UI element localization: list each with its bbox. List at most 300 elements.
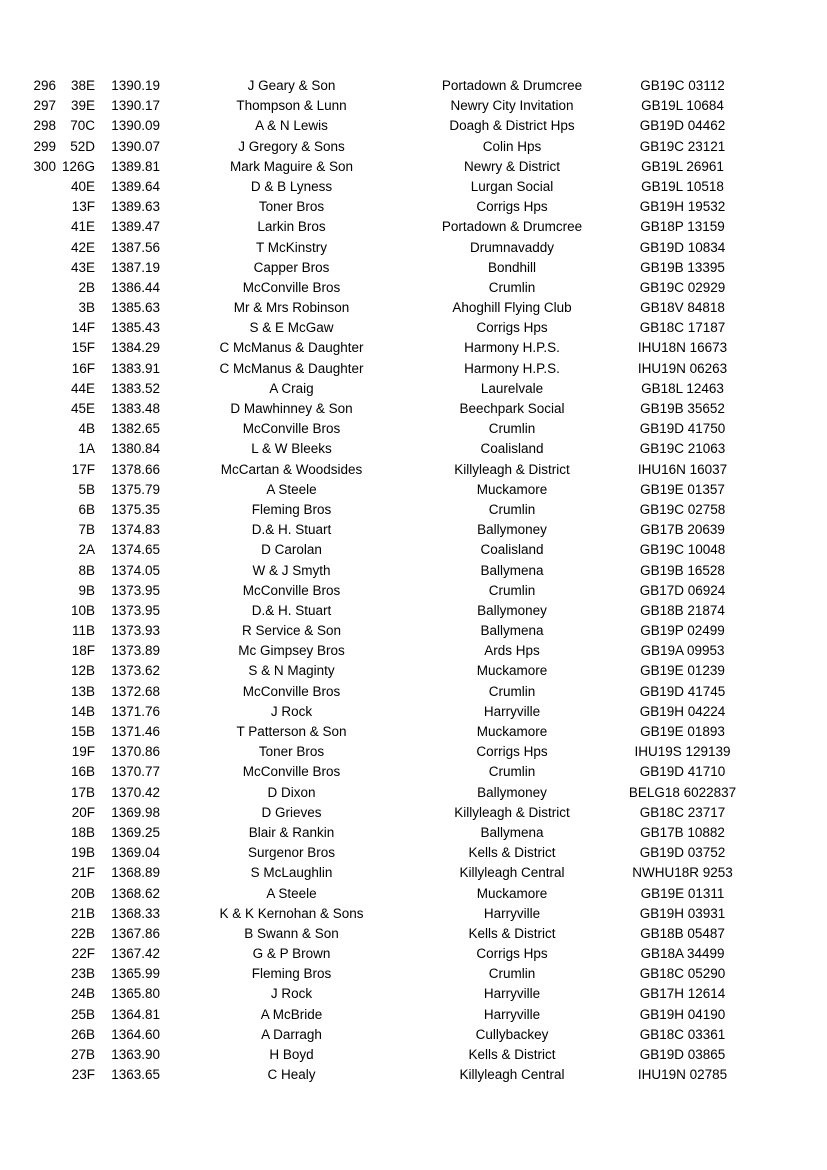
velocity-cell: 1374.05 [111,562,160,578]
velocity-cell: 1364.60 [111,1026,160,1042]
velocity-cell: 1375.35 [111,501,160,517]
reference-cell: 15F [71,340,95,356]
table-row [0,581,827,601]
reference-cell: 23F [71,1067,95,1083]
ring-number-cell: GB19E 01311 [640,885,725,901]
velocity-cell: 1363.90 [111,1047,160,1062]
fancier-name-cell: Capper Bros [253,259,330,275]
fancier-name-cell: J Rock [270,986,313,1002]
club-cell: Killyleagh & District [454,461,570,477]
ring-number-cell: GB19D 41750 [639,421,726,437]
ring-number-cell: GB18C 17187 [639,320,726,336]
velocity-cell: 1374.83 [111,522,160,538]
table-row [0,197,827,217]
table-row [0,258,827,278]
table-row [0,500,827,520]
velocity-cell: 1385.43 [111,320,160,336]
fancier-name-cell: J Gregory & Sons [238,138,345,154]
table-row [0,803,827,823]
velocity-cell: 1368.89 [111,865,160,881]
reference-cell: 39E [70,98,95,114]
table-row [0,177,827,197]
table-row [0,924,827,944]
club-cell: Corrigs Hps [476,744,548,760]
fancier-name-cell: J Geary & Son [247,78,336,93]
ring-number-cell: GB18B 05487 [640,925,725,941]
club-cell: Kells & District [468,1047,556,1062]
club-cell: Crumlin [488,501,536,517]
velocity-cell: 1370.42 [111,784,160,800]
club-cell: Newry & District [463,158,560,174]
velocity-cell: 1373.95 [111,582,160,598]
velocity-cell: 1369.04 [111,845,160,861]
velocity-cell: 1384.29 [111,340,160,356]
club-cell: Muckamore [476,724,548,739]
fancier-name-cell: Mark Maguire & Son [229,158,354,174]
ring-number-cell: GB19L 26961 [641,158,724,174]
velocity-cell: 1370.86 [111,744,160,760]
club-cell: Harryville [483,1006,541,1022]
fancier-name-cell: McConville Bros [242,582,341,598]
table-row [0,884,827,904]
club-cell: Harmony H.P.S. [464,340,560,356]
reference-cell: 1A [78,441,95,457]
ring-number-cell: GB19L 10518 [641,178,724,194]
table-row [0,217,827,237]
velocity-cell: 1373.89 [111,643,160,659]
velocity-cell: 1371.76 [111,703,160,719]
ring-number-cell: GB19D 04462 [639,118,726,134]
club-cell: Ahoghill Flying Club [452,300,572,316]
club-cell: Coalisland [480,441,544,457]
velocity-cell: 1374.65 [111,542,160,558]
results-table [0,76,827,1085]
club-cell: Harryville [483,905,541,921]
reference-cell: 44E [70,380,95,396]
velocity-cell: 1371.46 [111,724,160,739]
table-row [0,742,827,762]
table-row [0,823,827,843]
velocity-cell: 1383.48 [111,401,160,416]
table-row [0,238,827,258]
fancier-name-cell: Larkin Bros [257,219,326,235]
fancier-name-cell: R Service & Son [241,623,342,639]
club-cell: Corrigs Hps [476,946,548,962]
velocity-cell: 1378.66 [111,461,160,477]
fancier-name-cell: S McLaughlin [250,865,333,881]
fancier-name-cell: Fleming Bros [251,501,332,517]
fancier-name-cell: C McManus & Daughter [219,360,364,376]
velocity-cell: 1390.09 [111,118,160,134]
club-cell: Ballymena [480,623,544,639]
club-cell: Crumlin [488,683,536,699]
table-row [0,480,827,500]
table-row [0,904,827,924]
club-cell: Crumlin [488,966,536,982]
table-row [0,762,827,782]
ring-number-cell: GB19A 09953 [640,643,725,659]
reference-cell: 41E [70,219,95,235]
fancier-name-cell: T Patterson & Son [236,724,347,739]
reference-cell: 52D [70,138,95,154]
ring-number-cell: GB18C 05290 [639,966,726,982]
ring-number-cell: GB18B 21874 [640,602,725,618]
ring-number-cell: GB19E 01357 [640,481,725,497]
velocity-cell: 1385.63 [111,300,160,316]
club-cell: Crumlin [488,421,536,437]
club-cell: Ballymoney [477,784,547,800]
reference-cell: 19B [70,845,95,861]
table-row [0,157,827,177]
fancier-name-cell: C McManus & Daughter [219,340,364,356]
fancier-name-cell: C Healy [267,1067,316,1083]
fancier-name-cell: D.& H. Stuart [251,522,332,538]
reference-cell: 43E [70,259,95,275]
ring-number-cell: GB19P 02499 [640,623,725,639]
table-row [0,419,827,439]
velocity-cell: 1373.93 [111,623,160,639]
reference-cell: 38E [70,78,95,93]
fancier-name-cell: A Steele [266,481,317,497]
table-row [0,641,827,661]
table-row [0,783,827,803]
ring-number-cell: GB19B 35652 [640,401,725,416]
table-row [0,1045,827,1065]
fancier-name-cell: McConville Bros [242,421,341,437]
club-cell: Coalisland [480,542,544,558]
fancier-name-cell: H Boyd [269,1047,314,1062]
velocity-cell: 1364.81 [111,1006,160,1022]
ring-number-cell: GB17B 10882 [640,824,725,840]
ring-number-cell: GB18L 12463 [641,380,724,396]
table-row [0,298,827,318]
fancier-name-cell: J Rock [270,703,313,719]
fancier-name-cell: W & J Smyth [252,562,331,578]
reference-cell: 13B [70,683,95,699]
reference-cell: 4B [78,421,95,437]
fancier-name-cell: D Dixon [267,784,316,800]
velocity-cell: 1370.77 [111,764,160,780]
fancier-name-cell: D Mawhinney & Son [230,401,353,416]
velocity-cell: 1369.98 [111,804,160,820]
ring-number-cell: GB19D 10834 [639,239,726,255]
reference-cell: 45E [70,401,95,416]
reference-cell: 18B [70,824,95,840]
ring-number-cell: GB19H 04224 [639,703,726,719]
ring-number-cell: IHU19N 02785 [637,1067,728,1083]
club-cell: Harmony H.P.S. [464,360,560,376]
velocity-cell: 1386.44 [111,279,160,295]
table-row [0,661,827,681]
position-cell: 296 [33,78,56,93]
table-row [0,702,827,722]
table-row [0,76,827,96]
club-cell: Cullybackey [475,1026,549,1042]
velocity-cell: 1367.42 [111,946,160,962]
ring-number-cell: GB19B 13395 [640,259,725,275]
fancier-name-cell: Toner Bros [258,199,325,215]
fancier-name-cell: Mc Gimpsey Bros [238,643,345,659]
club-cell: Crumlin [488,279,536,295]
fancier-name-cell: S & E McGaw [249,320,334,336]
club-cell: Drumnavaddy [469,239,555,255]
velocity-cell: 1387.56 [111,239,160,255]
velocity-cell: 1389.47 [111,219,160,235]
club-cell: Muckamore [476,885,548,901]
position-cell: 300 [33,158,56,174]
fancier-name-cell: Surgenor Bros [247,845,336,861]
fancier-name-cell: D Grieves [261,804,322,820]
velocity-cell: 1372.68 [111,683,160,699]
fancier-name-cell: G & P Brown [252,946,331,962]
reference-cell: 27B [70,1047,95,1062]
ring-number-cell: IHU19S 129139 [634,744,731,760]
fancier-name-cell: A Darragh [261,1026,322,1042]
velocity-cell: 1383.91 [111,360,160,376]
table-row [0,621,827,641]
velocity-cell: 1367.86 [111,925,160,941]
ring-number-cell: IHU18N 16673 [637,340,728,356]
ring-number-cell: GB19D 03865 [639,1047,726,1062]
reference-cell: 11B [71,623,95,639]
position-cell: 299 [33,138,56,154]
club-cell: Bondhill [487,259,537,275]
fancier-name-cell: A & N Lewis [255,118,328,134]
fancier-name-cell: Mr & Mrs Robinson [233,300,350,316]
velocity-cell: 1373.95 [111,602,160,618]
reference-cell: 10B [70,602,95,618]
reference-cell: 8B [78,562,95,578]
club-cell: Laurelvale [480,380,544,396]
ring-number-cell: GB19H 04190 [639,1006,726,1022]
fancier-name-cell: S & N Maginty [248,663,335,679]
club-cell: Harryville [483,703,541,719]
ring-number-cell: IHU19N 06263 [637,360,728,376]
reference-cell: 20B [70,885,95,901]
reference-cell: 14F [71,320,95,336]
reference-cell: 3B [78,300,95,316]
position-cell: 297 [33,98,56,114]
table-row [0,722,827,742]
velocity-cell: 1368.62 [111,885,160,901]
velocity-cell: 1389.81 [111,158,160,174]
ring-number-cell: GB19D 03752 [639,845,726,861]
table-row [0,460,827,480]
velocity-cell: 1390.19 [111,78,160,93]
table-row [0,439,827,459]
reference-cell: 16F [71,360,95,376]
ring-number-cell: NWHU18R 9253 [632,865,733,881]
ring-number-cell: GB17B 20639 [640,522,725,538]
table-row [0,682,827,702]
fancier-name-cell: McConville Bros [242,279,341,295]
table-row [0,540,827,560]
reference-cell: 21F [71,865,95,881]
table-row [0,96,827,116]
ring-number-cell: GB19C 23121 [639,138,726,154]
ring-number-cell: GB18C 03361 [639,1026,726,1042]
table-row [0,561,827,581]
club-cell: Harryville [483,986,541,1002]
velocity-cell: 1365.99 [111,966,160,982]
velocity-cell: 1369.25 [111,824,160,840]
fancier-name-cell: D & B Lyness [250,178,333,194]
table-row [0,379,827,399]
club-cell: Muckamore [476,663,548,679]
fancier-name-cell: Blair & Rankin [248,824,335,840]
club-cell: Killyleagh & District [454,804,570,820]
table-row [0,338,827,358]
velocity-cell: 1373.62 [111,663,160,679]
ring-number-cell: GB18P 13159 [640,219,725,235]
reference-cell: 5B [78,481,95,497]
club-cell: Killyleagh Central [459,865,565,881]
ring-number-cell: GB19L 10684 [641,98,724,114]
ring-number-cell: GB19H 19532 [639,199,726,215]
reference-cell: 19F [71,744,95,760]
reference-cell: 15B [70,724,95,739]
fancier-name-cell: K & K Kernohan & Sons [219,905,364,921]
ring-number-cell: GB18A 34499 [640,946,725,962]
fancier-name-cell: Fleming Bros [251,966,332,982]
velocity-cell: 1387.19 [111,259,160,275]
reference-cell: 42E [70,239,95,255]
table-row [0,1025,827,1045]
reference-cell: 14B [70,703,95,719]
reference-cell: 16B [70,764,95,780]
club-cell: Lurgan Social [470,178,554,194]
table-row [0,843,827,863]
ring-number-cell: GB18V 84818 [640,300,725,316]
reference-cell: 2A [78,542,95,558]
fancier-name-cell: L & W Bleeks [251,441,332,457]
velocity-cell: 1389.63 [111,199,160,215]
velocity-cell: 1368.33 [111,905,160,921]
table-row [0,964,827,984]
ring-number-cell: GB17D 06924 [639,582,726,598]
fancier-name-cell: Toner Bros [258,744,325,760]
reference-cell: 23B [70,966,95,982]
club-cell: Ards Hps [484,643,540,659]
table-row [0,944,827,964]
velocity-cell: 1382.65 [111,421,160,437]
club-cell: Muckamore [476,481,548,497]
fancier-name-cell: A Steele [266,885,317,901]
position-cell: 298 [33,118,56,134]
fancier-name-cell: McConville Bros [242,683,341,699]
club-cell: Colin Hps [482,138,542,154]
reference-cell: 18F [71,643,95,659]
velocity-cell: 1383.52 [111,380,160,396]
reference-cell: 25B [70,1006,95,1022]
reference-cell: 40E [70,178,95,194]
table-row [0,116,827,136]
table-row [0,863,827,883]
table-row [0,601,827,621]
reference-cell: 12B [70,663,95,679]
velocity-cell: 1389.64 [111,178,160,194]
ring-number-cell: GB19C 21063 [639,441,726,457]
fancier-name-cell: D.& H. Stuart [251,602,332,618]
ring-number-cell: GB19C 02929 [639,279,726,295]
club-cell: Ballymoney [477,522,547,538]
club-cell: Beechpark Social [459,401,565,416]
velocity-cell: 1365.80 [111,986,160,1002]
club-cell: Portadown & Drumcree [441,78,583,93]
reference-cell: 6B [78,501,95,517]
reference-cell: 24B [70,986,95,1002]
velocity-cell: 1390.07 [111,138,160,154]
fancier-name-cell: A Craig [269,380,314,396]
club-cell: Corrigs Hps [476,320,548,336]
reference-cell: 70C [70,118,95,134]
reference-cell: 17B [70,784,95,800]
reference-cell: 9B [78,582,95,598]
fancier-name-cell: T McKinstry [255,239,327,255]
ring-number-cell: GB19H 03931 [639,905,726,921]
table-row [0,399,827,419]
club-cell: Newry City Invitation [450,98,574,114]
reference-cell: 21B [70,905,95,921]
table-row [0,1005,827,1025]
table-row [0,520,827,540]
club-cell: Kells & District [468,845,556,861]
fancier-name-cell: A McBride [260,1006,323,1022]
reference-cell: 126G [61,158,95,174]
reference-cell: 2B [78,279,95,295]
fancier-name-cell: D Carolan [261,542,322,558]
fancier-name-cell: B Swann & Son [244,925,339,941]
reference-cell: 7B [78,522,95,538]
club-cell: Crumlin [488,764,536,780]
ring-number-cell: GB18C 23717 [639,804,726,820]
club-cell: Ballymoney [477,602,547,618]
reference-cell: 20F [71,804,95,820]
table-row [0,278,827,298]
club-cell: Portadown & Drumcree [441,219,583,235]
fancier-name-cell: McConville Bros [242,764,341,780]
ring-number-cell: GB19B 16528 [640,562,725,578]
ring-number-cell: GB19E 01239 [640,663,725,679]
reference-cell: 17F [71,461,95,477]
club-cell: Killyleagh Central [459,1067,565,1083]
velocity-cell: 1390.17 [111,98,160,114]
ring-number-cell: GB19E 01893 [640,724,725,739]
ring-number-cell: IHU16N 16037 [637,461,728,477]
velocity-cell: 1380.84 [111,441,160,457]
fancier-name-cell: McCartan & Woodsides [220,461,363,477]
table-row [0,1065,827,1085]
reference-cell: 22B [70,925,95,941]
reference-cell: 13F [71,199,95,215]
club-cell: Ballymena [480,562,544,578]
velocity-cell: 1375.79 [111,481,160,497]
ring-number-cell: GB19C 10048 [639,542,726,558]
club-cell: Doagh & District Hps [449,118,575,134]
table-row [0,359,827,379]
club-cell: Kells & District [468,925,556,941]
ring-number-cell: GB19D 41745 [639,683,726,699]
ring-number-cell: GB19C 03112 [640,78,725,93]
ring-number-cell: GB19D 41710 [639,764,726,780]
ring-number-cell: GB17H 12614 [639,986,726,1002]
table-row [0,318,827,338]
reference-cell: 22F [71,946,95,962]
ring-number-cell: BELG18 6022837 [628,784,737,800]
club-cell: Corrigs Hps [476,199,548,215]
table-row [0,984,827,1004]
ring-number-cell: GB19C 02758 [639,501,726,517]
